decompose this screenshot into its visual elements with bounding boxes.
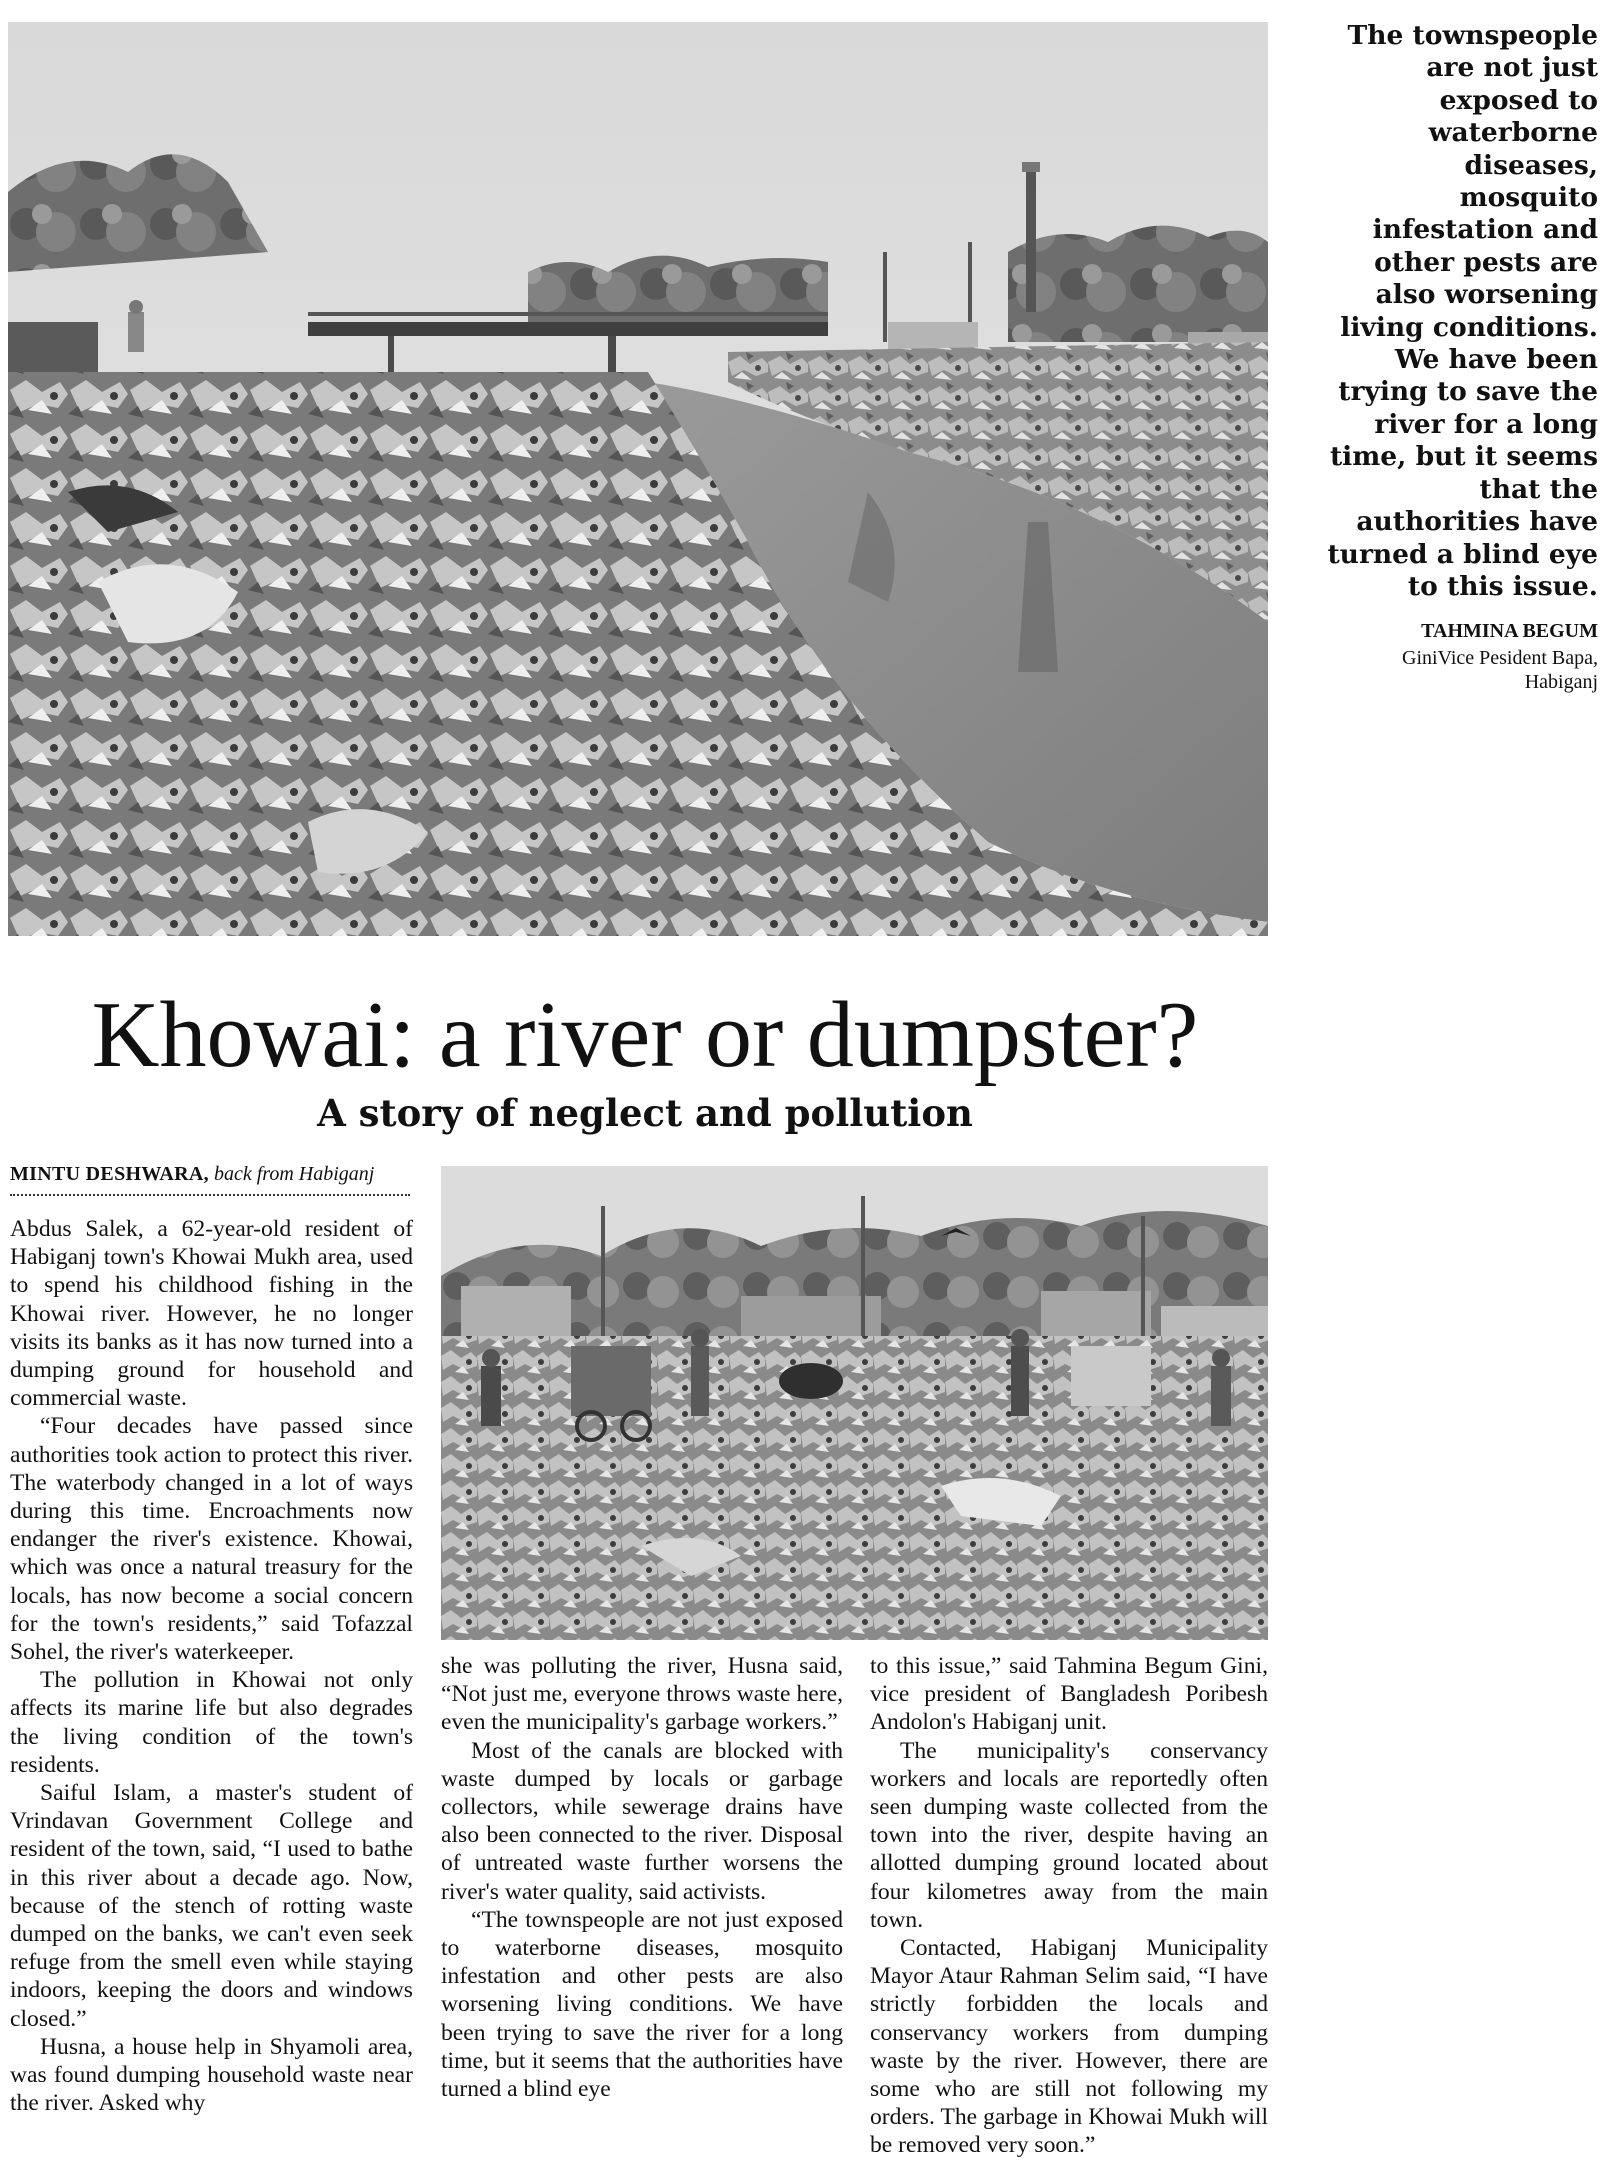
article-paragraph: The municipality's conservancy workers and locals are reportedly often seen dumping waste collected from the town into the river, despite having an allotted dumping ground located about four kilometres away from the main town. (870, 1737, 1268, 1933)
pull-quote-role-line: GiniVice Pesident Bapa, (1402, 647, 1598, 669)
article-column-1 (10, 1215, 413, 2165)
article-paragraph: Saiful Islam, a master's student of Vrindavan Government College and resident of the town, said, “I used to bathe in this river about a decade ago. Now, because of the stench of rotting waste dumped on the banks, we can't even seek refuge from the smell even while staying indoors, keeping the doors and windows closed.” (10, 1780, 413, 2032)
pull-quote-role-line: Habiganj (1524, 671, 1598, 693)
byline-author: MINTU DESHWARA, (10, 1163, 209, 1185)
photo-river-garbage-icon (8, 22, 1268, 936)
article-paragraph: Contacted, Habiganj Municipality Mayor Ataur Rahman Selim said, “I have strictly forbidden the locals and conservancy workers from dumping waste by the river. However, there are some who are still not following my orders. The garbage in Khowai Mukh will be removed very soon.” (870, 1935, 1268, 2159)
article-column-3 (870, 1652, 1268, 2167)
photo-river-garbage (8, 22, 1268, 936)
article-paragraph: Abdus Salek, a 62-year-old resident of Habiganj town's Khowai Mukh area, used to spend his childhood fishing in the Khowai river. However, he no longer visits its banks as it has now turned into a dumping ground for household and commercial waste. (10, 1216, 413, 1412)
headline: Khowai: a river or dumpster? (91, 983, 1199, 1087)
article-paragraph: Husna, a house help in Shyamoli area, was found dumping household waste near the river. Asked why (10, 2033, 413, 2117)
article-paragraph: The pollution in Khowai not only affects its marine life but also degrades the living condition of the town's residents. (10, 1667, 413, 1778)
photo-garbage-workers (441, 1166, 1268, 1640)
photo-garbage-workers-icon (441, 1166, 1268, 1640)
article-paragraph: to this issue,” said Tahmina Begum Gini, vice president of Bangladesh Poribesh Andolon's Habiganj unit. (870, 1653, 1268, 1736)
article-paragraph: “The townspeople are not just exposed to waterborne diseases, mosquito infestation and other pests are also worsening living conditions. We have been trying to save the river for a long time, but it seems that the authorities have turned a blind eye (441, 1906, 843, 2103)
pull-quote: The townspeople are not just exposed to waterborne diseases, mosquito infestation and other pests are also worsening living conditions. We have been trying to save the river for a long time, but it seems that the authorities have turned a blind eye to this issue. (1327, 20, 1598, 602)
article-column-2 (441, 1652, 843, 2167)
article-paragraph: she was polluting the river, Husna said, “Not just me, everyone throws waste here, even the municipality's garbage workers.” (441, 1653, 843, 1736)
article-paragraph: Most of the canals are blocked with waste dumped by locals or garbage collectors, while sewerage drains have also been connected to the river. Disposal of untreated waste further worsens the river's water quality, said activists. (441, 1737, 843, 1905)
byline (10, 1163, 410, 1196)
pull-quote-attribution-name: TAHMINA BEGUM (1421, 620, 1598, 642)
byline-location: back from Habiganj (213, 1163, 375, 1185)
subheadline: A story of neglect and pollution (317, 1091, 973, 1135)
pull-quote-attribution-role (1320, 646, 1598, 694)
article-paragraph: “Four decades have passed since authorities took action to protect this river. The waterbody changed in a lot of ways during this time. Encroachments now endanger the river's existence. Khowai, which was once a natural treasury for the locals, has now become a social concern for the town's residents,” said Tofazzal Sohel, the river's waterkeeper. (10, 1413, 413, 1666)
